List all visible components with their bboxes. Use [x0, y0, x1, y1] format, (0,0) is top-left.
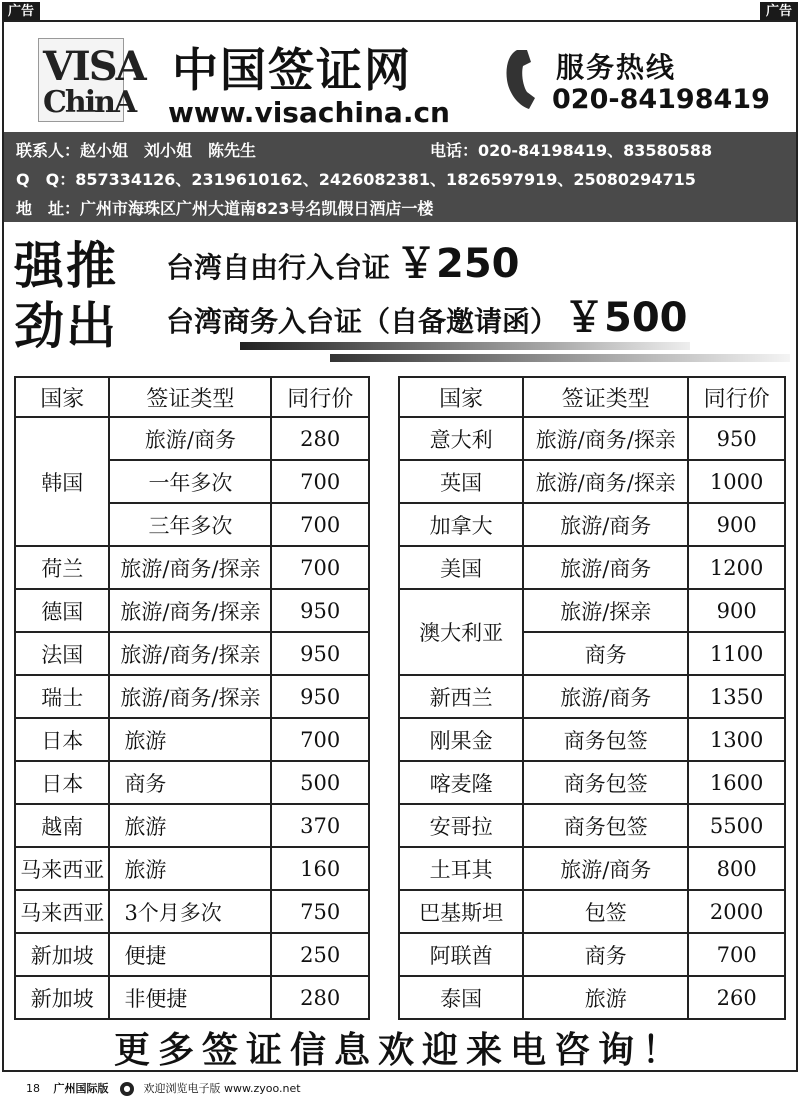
table-row: [399, 460, 785, 503]
country-cell: 马来西亚: [15, 890, 109, 933]
table-row: [15, 933, 369, 976]
visa-type-cell: 旅游/商务/探亲: [523, 460, 688, 503]
table-row: [15, 890, 369, 933]
country-cell: 德国: [15, 589, 109, 632]
logo-line-1: VISA: [43, 43, 145, 90]
table-row: [399, 890, 785, 933]
table-header-row: [15, 377, 369, 417]
visa-type-cell: 商务: [109, 761, 271, 804]
contact-persons: 联系人：赵小姐 刘小姐 陈先生: [16, 141, 257, 160]
phone-icon: [503, 46, 547, 112]
price-cell: 700: [688, 933, 785, 976]
table-row: [399, 546, 785, 589]
visa-type-cell: 3个月多次: [109, 890, 271, 933]
ad-tag-right: 广告: [760, 2, 798, 22]
price-cell: 280: [271, 976, 369, 1019]
table-row: [399, 675, 785, 718]
site-name: 中国签证网: [172, 43, 412, 97]
visa-type-cell: 旅游/商务/探亲: [109, 546, 271, 589]
table-row: [399, 804, 785, 847]
promo-line-1-price: ￥250: [396, 241, 520, 287]
table-header-row: [399, 377, 785, 417]
header-visa-type: 签证类型: [109, 377, 271, 417]
logo-line-2: ChinA: [43, 85, 136, 120]
promo-badge-line-2: 劲出: [14, 296, 118, 355]
price-cell: 1300: [688, 718, 785, 761]
header-country: 国家: [399, 377, 523, 417]
header-price: 同行价: [688, 377, 785, 417]
visa-type-cell: 旅游/商务/探亲: [109, 675, 271, 718]
country-cell: 刚果金: [399, 718, 523, 761]
visa-type-cell: 旅游/探亲: [523, 589, 688, 632]
site-url: www.visachina.cn: [168, 96, 450, 129]
price-cell: 950: [271, 675, 369, 718]
hotline-label: 服务热线: [556, 51, 677, 84]
country-cell: 土耳其: [399, 847, 523, 890]
country-cell: 阿联酋: [399, 933, 523, 976]
table-row: [399, 589, 785, 632]
table-row: [399, 847, 785, 890]
price-cell: 950: [688, 417, 785, 460]
country-cell: 泰国: [399, 976, 523, 1019]
country-cell: 日本: [15, 718, 109, 761]
price-cell: 750: [271, 890, 369, 933]
table-row: [15, 417, 369, 460]
footer-slogan: 更多签证信息欢迎来电咨询！: [113, 1030, 686, 1071]
visa-type-cell: 旅游: [109, 847, 271, 890]
visa-price-table-right: [398, 376, 786, 1020]
promo-taiwan-business: [166, 286, 688, 343]
price-cell: 280: [271, 417, 369, 460]
ad-tag-left: 广告: [2, 2, 40, 22]
contact-address: 地 址：广州市海珠区广州大道南823号名凯假日酒店一楼: [16, 199, 434, 218]
table-row: [399, 503, 785, 546]
visa-type-cell: 旅游/商务/探亲: [523, 417, 688, 460]
hotline-number: 020-84198419: [552, 84, 770, 115]
contact-qq: Q Q：857334126、2319610162、2426082381、1826597919、25080294715: [16, 170, 696, 189]
price-cell: 5500: [688, 804, 785, 847]
price-cell: 1200: [688, 546, 785, 589]
promo-taiwan-free-travel: [166, 232, 520, 289]
price-cell: 1350: [688, 675, 785, 718]
promo-line-2-price: ￥500: [564, 295, 688, 341]
visa-type-cell: 包签: [523, 890, 688, 933]
country-cell: 新加坡: [15, 976, 109, 1019]
visa-type-cell: 非便捷: [109, 976, 271, 1019]
country-cell: 巴基斯坦: [399, 890, 523, 933]
visa-type-cell: 旅游: [523, 976, 688, 1019]
price-cell: 950: [271, 632, 369, 675]
visa-type-cell: 一年多次: [109, 460, 271, 503]
price-cell: 260: [688, 976, 785, 1019]
table-row: [399, 761, 785, 804]
price-cell: 1100: [688, 632, 785, 675]
table-row: [15, 589, 369, 632]
country-cell: 马来西亚: [15, 847, 109, 890]
visa-type-cell: 旅游/商务: [523, 847, 688, 890]
promo-badge: [14, 236, 134, 356]
visa-type-cell: 旅游: [109, 718, 271, 761]
visa-type-cell: 旅游/商务: [523, 546, 688, 589]
country-cell: 新加坡: [15, 933, 109, 976]
price-cell: 2000: [688, 890, 785, 933]
price-cell: 900: [688, 503, 785, 546]
price-cell: 250: [271, 933, 369, 976]
country-cell: 韩国: [15, 417, 109, 546]
price-cell: 900: [688, 589, 785, 632]
visa-type-cell: 三年多次: [109, 503, 271, 546]
header-country: 国家: [15, 377, 109, 417]
table-row: [15, 847, 369, 890]
table-row: [399, 933, 785, 976]
footer-tagline: 欢迎浏览电子版 www.zyoo.net: [143, 1082, 301, 1095]
price-cell: 700: [271, 460, 369, 503]
price-cell: 700: [271, 503, 369, 546]
visa-type-cell: 商务包签: [523, 804, 688, 847]
visa-type-cell: 旅游/商务: [523, 675, 688, 718]
table-row: [399, 718, 785, 761]
table-row: [15, 675, 369, 718]
country-cell: 澳大利亚: [399, 589, 523, 675]
country-cell: 英国: [399, 460, 523, 503]
country-cell: 安哥拉: [399, 804, 523, 847]
contact-bar: [4, 132, 796, 222]
visa-type-cell: 便捷: [109, 933, 271, 976]
country-cell: 荷兰: [15, 546, 109, 589]
visa-type-cell: 商务: [523, 632, 688, 675]
country-cell: 意大利: [399, 417, 523, 460]
publication-name: 广州国际版: [53, 1082, 109, 1095]
table-row: [399, 417, 785, 460]
table-row: [15, 546, 369, 589]
country-cell: 日本: [15, 761, 109, 804]
visa-type-cell: 商务包签: [523, 718, 688, 761]
table-row: [399, 976, 785, 1019]
table-row: [15, 976, 369, 1019]
visa-type-cell: 旅游/商务/探亲: [109, 632, 271, 675]
price-cell: 700: [271, 718, 369, 761]
visa-type-cell: 旅游/商务: [523, 503, 688, 546]
price-cell: 160: [271, 847, 369, 890]
visa-type-cell: 商务: [523, 933, 688, 976]
country-cell: 瑞士: [15, 675, 109, 718]
header-visa-type: 签证类型: [523, 377, 688, 417]
decorative-bar-2: [330, 354, 790, 362]
country-cell: 法国: [15, 632, 109, 675]
country-cell: 加拿大: [399, 503, 523, 546]
country-cell: 喀麦隆: [399, 761, 523, 804]
country-cell: 越南: [15, 804, 109, 847]
promo-line-2-text: 台湾商务入台证（自备邀请函）: [166, 305, 559, 338]
country-cell: 新西兰: [399, 675, 523, 718]
header-price: 同行价: [271, 377, 369, 417]
page-footer: [26, 1080, 301, 1096]
table-row: [15, 632, 369, 675]
visa-china-logo: [38, 38, 145, 122]
visa-type-cell: 商务包签: [523, 761, 688, 804]
table-row: [15, 804, 369, 847]
promo-badge-line-1: 强推: [14, 236, 118, 295]
price-cell: 950: [271, 589, 369, 632]
visa-price-table-left: [14, 376, 370, 1020]
visa-type-cell: 旅游: [109, 804, 271, 847]
price-cell: 800: [688, 847, 785, 890]
price-cell: 370: [271, 804, 369, 847]
country-cell: 美国: [399, 546, 523, 589]
page-number: 18: [26, 1082, 40, 1095]
price-cell: 700: [271, 546, 369, 589]
publication-logo-icon: ●: [120, 1082, 134, 1096]
contact-phone: 电话：020-84198419、83580588: [430, 141, 713, 160]
table-row: [15, 761, 369, 804]
decorative-bar-1: [240, 342, 690, 350]
promo-line-1-text: 台湾自由行入台证: [166, 251, 391, 284]
price-cell: 500: [271, 761, 369, 804]
visa-type-cell: 旅游/商务: [109, 417, 271, 460]
table-row: [15, 718, 369, 761]
visa-type-cell: 旅游/商务/探亲: [109, 589, 271, 632]
price-cell: 1000: [688, 460, 785, 503]
price-cell: 1600: [688, 761, 785, 804]
